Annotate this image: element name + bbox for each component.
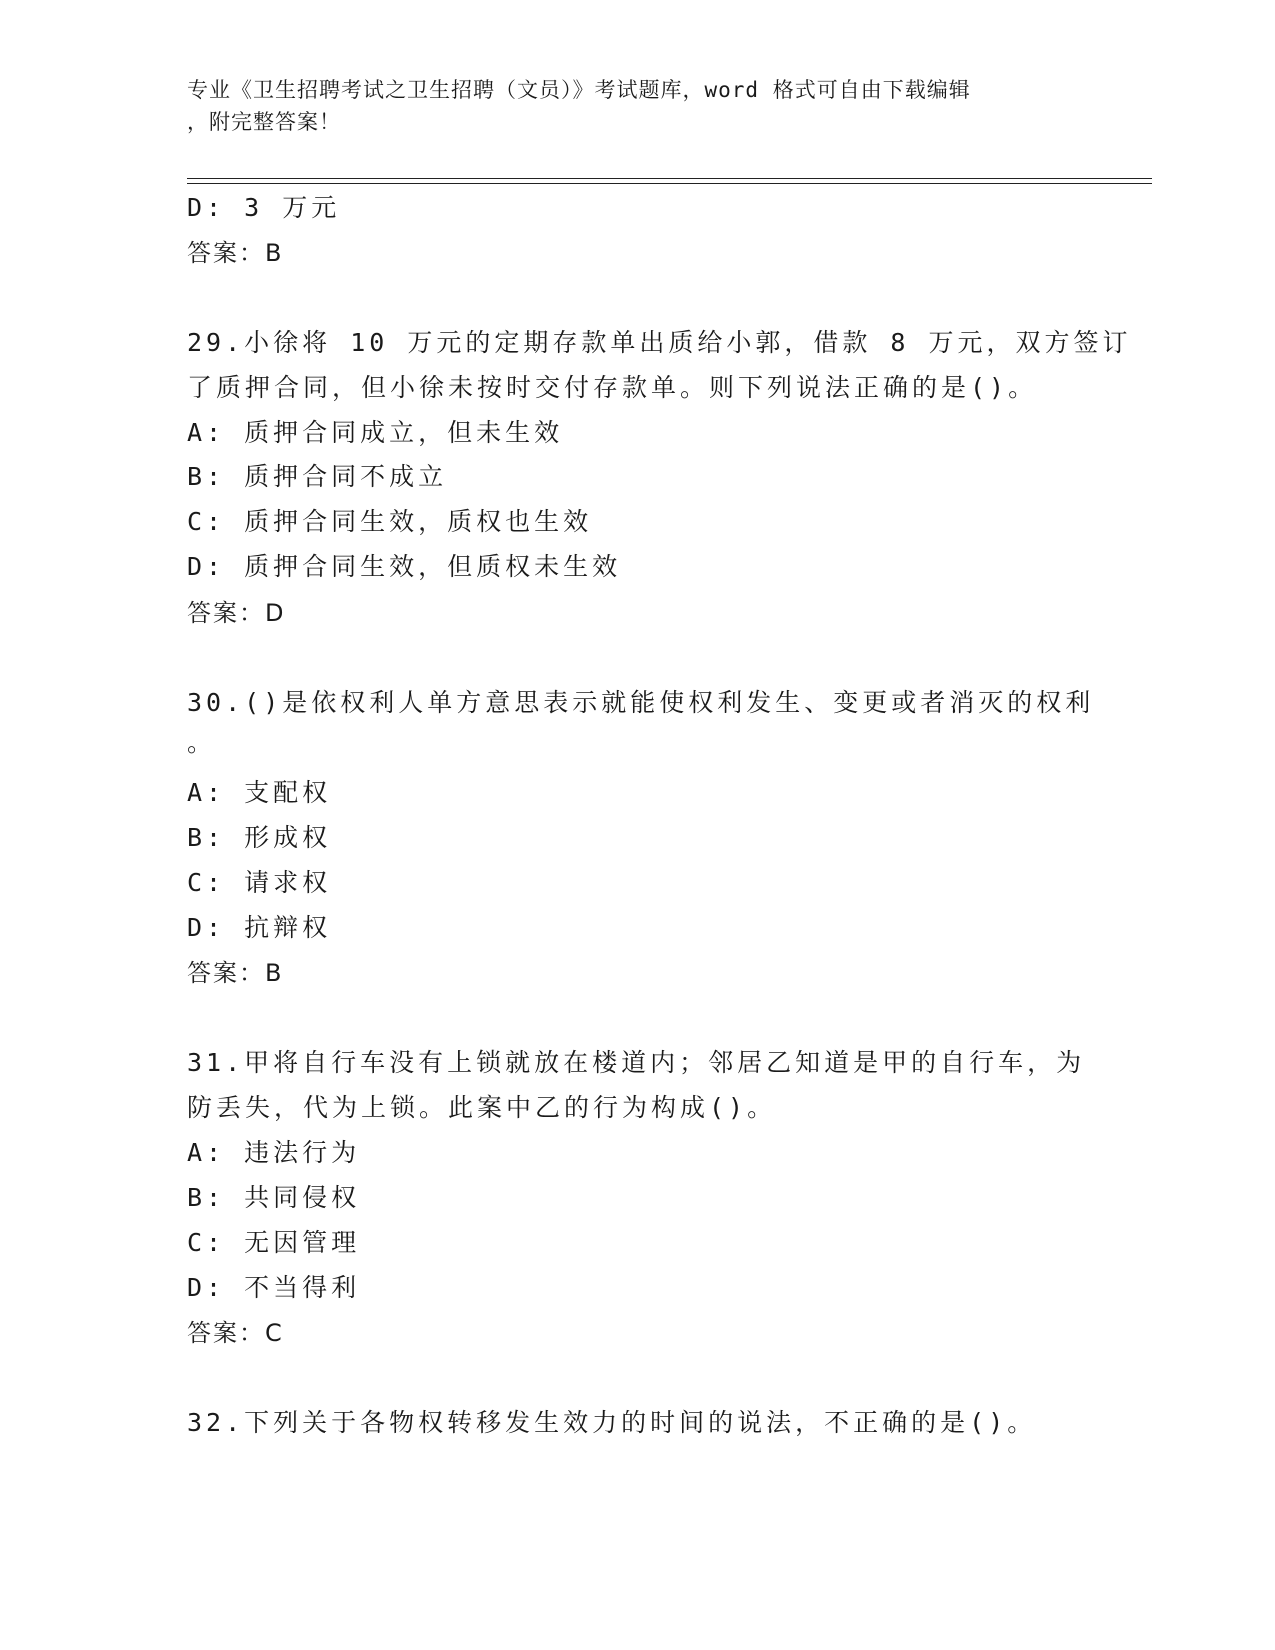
question-31-option-d: D: 不当得利 [187, 1273, 361, 1302]
prev-question-option-d: D: 3 万元 [187, 193, 341, 222]
header-divider-top [187, 178, 1152, 179]
question-29-answer: 答案：D [187, 599, 286, 627]
question-31-stem-line-1: 31.甲将自行车没有上锁就放在楼道内；邻居乙知道是甲的自行车，为 [187, 1048, 1086, 1077]
question-29-stem-line-2: 了质押合同，但小徐未按时交付存款单。则下列说法正确的是()。 [187, 373, 1038, 402]
prev-question-answer: 答案：B [187, 239, 284, 267]
header-divider-bottom [187, 183, 1152, 184]
question-30-option-a: A: 支配权 [187, 778, 332, 807]
question-30-option-d: D: 抗辩权 [187, 913, 332, 942]
document-header [187, 74, 1087, 138]
header-title-line-1: 专业《卫生招聘考试之卫生招聘（文员）》考试题库，word 格式可自由下载编辑 [187, 78, 971, 102]
question-29-option-b: B: 质押合同不成立 [187, 462, 448, 491]
header-title-line-2: ，附完整答案！ [187, 110, 341, 134]
question-29-option-d: D: 质押合同生效，但质权未生效 [187, 552, 622, 581]
question-31-stem-line-2: 防丢失，代为上锁。此案中乙的行为构成()。 [187, 1093, 777, 1122]
question-30-option-b: B: 形成权 [187, 823, 332, 852]
question-29-stem-line-1: 29.小徐将 10 万元的定期存款单出质给小郭，借款 8 万元，双方签订 [187, 328, 1132, 357]
question-31-option-a: A: 违法行为 [187, 1138, 361, 1167]
question-31-answer: 答案：C [187, 1319, 284, 1347]
question-29-option-c: C: 质押合同生效，质权也生效 [187, 507, 593, 536]
question-31-option-b: B: 共同侵权 [187, 1183, 361, 1212]
question-29-option-a: A: 质押合同成立，但未生效 [187, 418, 564, 447]
question-30-answer: 答案：B [187, 959, 284, 987]
question-30-stem-line-2: 。 [187, 728, 217, 757]
question-31-option-c: C: 无因管理 [187, 1228, 361, 1257]
question-32-stem-line-1: 32.下列关于各物权转移发生效力的时间的说法，不正确的是()。 [187, 1408, 1037, 1437]
question-30-stem-line-1: 30.()是依权利人单方意思表示就能使权利发生、变更或者消灭的权利 [187, 688, 1095, 717]
question-30-option-c: C: 请求权 [187, 868, 332, 897]
